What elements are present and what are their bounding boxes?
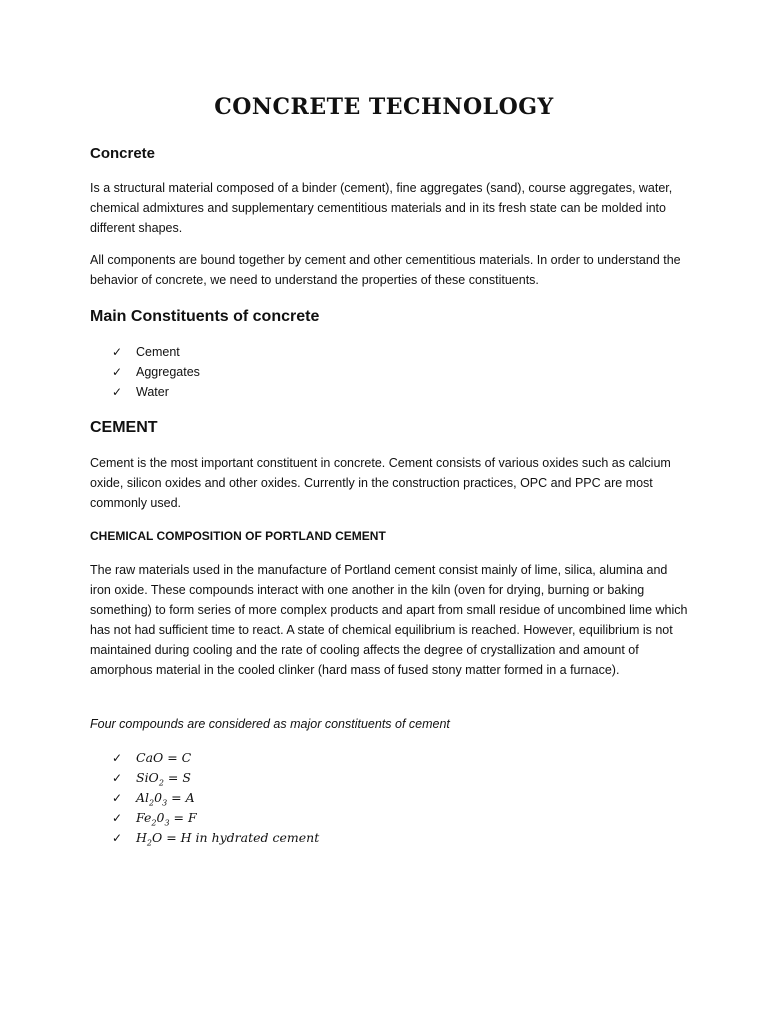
list-item-label: Cement <box>136 345 180 359</box>
concrete-heading: Concrete <box>90 145 156 162</box>
formula: $Al_20_3 = A$ <box>136 790 195 808</box>
composition-heading: CHEMICAL COMPOSITION OF PORTLAND CEMENT <box>90 529 386 543</box>
list-item <box>112 342 200 362</box>
cement-heading: CEMENT <box>90 419 158 436</box>
compounds-intro: Four compounds are considered as major constituents of cement <box>90 717 450 731</box>
formula-item <box>112 768 319 788</box>
checkmark-icon: ✓ <box>112 811 123 825</box>
list-item-label: Water <box>136 385 169 399</box>
formula-item <box>112 788 319 808</box>
formula: SiO$_2$ = S <box>136 770 191 788</box>
formula-list <box>112 748 319 848</box>
checkmark-icon: ✓ <box>112 771 123 785</box>
formula-item <box>112 808 319 828</box>
checkmark-icon: ✓ <box>112 791 123 805</box>
formula: CaO = C <box>136 750 192 765</box>
checkmark-icon: ✓ <box>112 345 123 359</box>
checkmark-icon: ✓ <box>112 385 123 399</box>
checkmark-icon: ✓ <box>112 831 123 845</box>
formula-item <box>112 748 319 768</box>
list-item <box>112 362 200 382</box>
constituents-heading: Main Constituents of concrete <box>90 308 320 325</box>
list-item-label: Aggregates <box>136 365 200 379</box>
constituents-list <box>112 342 200 402</box>
formula: $Fe_20_3 = F$ <box>136 810 197 828</box>
page-title: CONCRETE TECHNOLOGY <box>214 94 554 120</box>
list-item <box>112 382 200 402</box>
concrete-paragraph-2: All components are bound together by cement and other cementitious materials. In order to understand the behavior of concrete, we need to understand the properties of these constituents. <box>90 253 681 287</box>
formula: $H_2O = H$ in hydrated cement <box>136 830 320 848</box>
concrete-paragraph-1: Is a structural material composed of a binder (cement), fine aggregates (sand), course aggregates, water, chemical admixtures and supplementary cementitious materials and in its fresh state can be molded into different shapes. <box>90 181 673 235</box>
formula-item <box>112 828 319 848</box>
cement-paragraph: Cement is the most important constituent in concrete. Cement consists of various oxides such as calcium oxide, silicon oxides and other oxides. Currently in the construction practices, OPC and PPC are most commonly used. <box>90 456 671 510</box>
composition-paragraph: The raw materials used in the manufacture of Portland cement consist mainly of lime, silica, alumina and iron oxide. These compounds interact with one another in the kiln (oven for drying, burning or baking something) to form series of more complex products and apart from small residue of uncombined lime which has not had sufficient time to react. A state of chemical equilibrium is reached. However, equilibrium is not maintained during cooling and the rate of cooling affects the degree of crystallization and amount of amorphous material in the cooled clinker (hard mass of fused stony matter formed in a furnace). <box>90 563 688 677</box>
checkmark-icon: ✓ <box>112 751 123 765</box>
checkmark-icon: ✓ <box>112 365 123 379</box>
